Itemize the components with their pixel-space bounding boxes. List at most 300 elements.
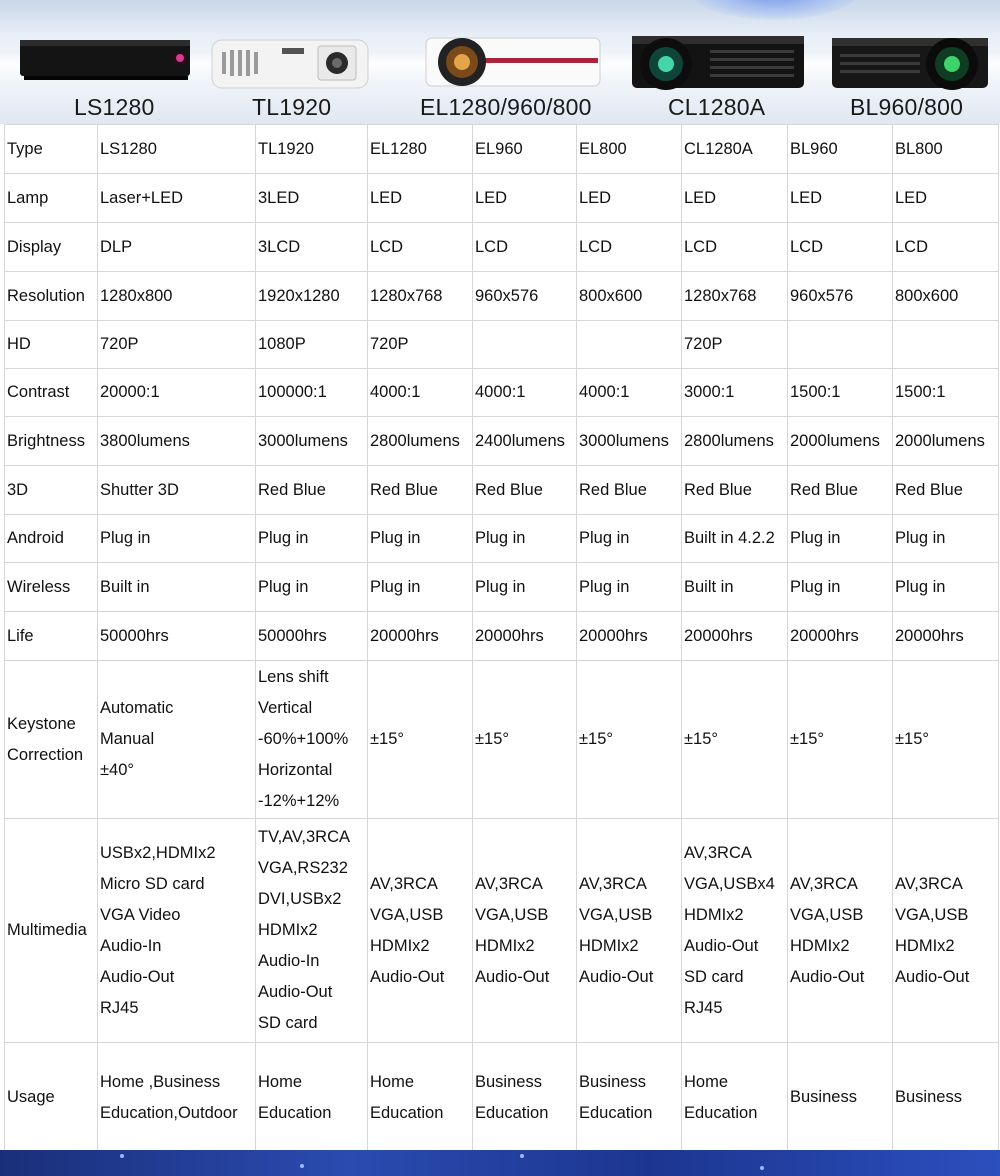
table-cell — [256, 417, 368, 466]
cell-line: 720P — [684, 335, 723, 353]
table-cell — [256, 1043, 368, 1153]
row-label — [5, 417, 98, 466]
table-cell — [368, 272, 473, 321]
table-cell — [473, 563, 577, 612]
cell-line: 720P — [370, 335, 409, 353]
cell-line: 20000:1 — [100, 383, 160, 401]
cell-line: LCD — [475, 237, 509, 256]
table-cell — [256, 174, 368, 223]
table-cell — [893, 369, 999, 417]
table-cell — [98, 321, 256, 369]
cell-line: LCD — [684, 237, 718, 256]
cell-line: LCD — [370, 237, 404, 256]
table-cell — [893, 321, 999, 369]
row-label-line: Correction — [7, 745, 84, 764]
cell-line: 1280x800 — [100, 286, 173, 305]
cell-line: VGA Video — [100, 905, 181, 924]
table-cell — [98, 515, 256, 563]
table-cell — [577, 417, 682, 466]
cell-line: HDMIx2 — [684, 905, 744, 924]
cell-line: 3800lumens — [100, 431, 190, 450]
table-cell — [98, 223, 256, 272]
cell-line: 3LCD — [258, 237, 301, 256]
cell-line: 3000:1 — [684, 383, 735, 401]
table-cell — [368, 1043, 473, 1153]
cell-line: Audio-Out — [579, 967, 654, 986]
cell-line: Education — [258, 1103, 332, 1122]
cell-line: 20000hrs — [579, 626, 648, 645]
row-label — [5, 272, 98, 321]
table-cell — [577, 174, 682, 223]
table-cell — [577, 515, 682, 563]
cell-line: Plug in — [258, 577, 309, 596]
cell-line: Home — [370, 1072, 415, 1091]
table-cell — [577, 661, 682, 819]
cell-line: Education — [370, 1103, 444, 1122]
table-cell — [256, 515, 368, 563]
table-row — [5, 369, 999, 417]
table-cell — [98, 1043, 256, 1153]
table-cell — [473, 661, 577, 819]
table-cell — [368, 174, 473, 223]
row-label-line: Multimedia — [7, 921, 87, 939]
cell-line: Horizontal — [258, 761, 333, 779]
cell-line: 1080P — [258, 335, 306, 353]
row-label — [5, 515, 98, 563]
table-cell — [577, 563, 682, 612]
table-cell — [368, 661, 473, 819]
cell-line: 1500:1 — [790, 383, 841, 401]
cell-line: Audio-Out — [100, 967, 175, 986]
table-cell — [256, 612, 368, 661]
cell-line: Audio-Out — [258, 983, 333, 1001]
cell-line: 4000:1 — [475, 383, 526, 401]
table-cell — [473, 369, 577, 417]
row-label — [5, 174, 98, 223]
table-cell — [788, 563, 893, 612]
cell-line: 50000hrs — [100, 626, 169, 645]
cell-line: Shutter 3D — [100, 480, 179, 499]
cell-line: Business — [895, 1088, 962, 1106]
cell-line: 720P — [100, 335, 139, 353]
projector-cl1280a-image — [630, 30, 806, 94]
cell-line: Education — [684, 1103, 758, 1122]
cell-line: AV,3RCA — [370, 874, 438, 893]
cell-line: VGA,USB — [370, 905, 444, 924]
table-cell — [577, 272, 682, 321]
cell-line: Home — [684, 1072, 729, 1091]
table-cell — [368, 819, 473, 1043]
cell-line: ±15° — [684, 730, 719, 748]
table-cell — [682, 515, 788, 563]
table-cell — [893, 174, 999, 223]
projector-el-image — [424, 34, 602, 92]
table-row — [5, 819, 999, 1043]
cell-line: Lens shift — [258, 668, 329, 686]
cell-line: SD card — [258, 1014, 318, 1032]
table-cell — [98, 612, 256, 661]
table-cell — [98, 661, 256, 819]
row-label — [5, 612, 98, 661]
cell-line: 4000:1 — [370, 383, 421, 401]
table-cell — [788, 369, 893, 417]
cell-line: Audio-Out — [370, 967, 445, 986]
cell-line: 20000hrs — [370, 626, 439, 645]
table-header-row — [5, 125, 999, 174]
table-cell — [577, 466, 682, 515]
table-cell — [577, 321, 682, 369]
cell-line: Home ,Business — [100, 1072, 221, 1091]
cell-line: LED — [790, 188, 823, 207]
table-cell — [256, 321, 368, 369]
table-cell — [788, 515, 893, 563]
footer-strip — [0, 1150, 1000, 1176]
table-cell — [368, 321, 473, 369]
model-label-bl: BL960/800 — [850, 94, 964, 120]
table-cell — [98, 272, 256, 321]
table-cell — [682, 661, 788, 819]
cell-line: Education — [475, 1103, 549, 1122]
table-cell — [368, 369, 473, 417]
cell-line: Audio-Out — [684, 936, 759, 955]
cell-line: Plug in — [370, 577, 421, 596]
table-row — [5, 223, 999, 272]
table-cell — [788, 661, 893, 819]
table-cell — [256, 466, 368, 515]
row-label-line: HD — [7, 335, 31, 353]
row-label-line: Brightness — [7, 431, 85, 450]
cell-line: Manual — [100, 730, 155, 748]
cell-line: RJ45 — [684, 998, 723, 1017]
cell-line: Plug in — [579, 577, 630, 596]
table-cell — [893, 612, 999, 661]
table-cell — [98, 174, 256, 223]
cell-line: 20000hrs — [684, 626, 753, 645]
table-cell — [473, 515, 577, 563]
table-cell — [368, 417, 473, 466]
cell-line: Business — [475, 1072, 542, 1091]
table-cell — [893, 272, 999, 321]
cell-line: Plug in — [258, 529, 309, 547]
cell-line: -60%+100% — [258, 730, 349, 748]
cell-line: 50000hrs — [258, 626, 327, 645]
table-cell — [368, 563, 473, 612]
cell-line: Plug in — [790, 529, 841, 547]
cell-line: VGA,USB — [895, 905, 969, 924]
cell-line: 3000lumens — [258, 431, 348, 450]
model-label-ls1280: LS1280 — [74, 94, 155, 120]
cell-line: 1280x768 — [370, 286, 443, 305]
row-label — [5, 819, 98, 1043]
table-cell — [788, 819, 893, 1043]
table-row — [5, 272, 999, 321]
table-cell — [473, 223, 577, 272]
row-label — [5, 369, 98, 417]
cell-line: ±15° — [579, 730, 614, 748]
table-cell — [788, 1043, 893, 1153]
cell-line: HDMIx2 — [895, 936, 955, 955]
table-row — [5, 174, 999, 223]
table-cell — [788, 174, 893, 223]
row-label-line: Keystone — [7, 714, 76, 733]
table-cell — [473, 466, 577, 515]
cell-line: 20000hrs — [475, 626, 544, 645]
table-row — [5, 321, 999, 369]
cell-line: 800x600 — [579, 286, 643, 305]
cell-line: VGA,USBx4 — [684, 874, 775, 893]
cell-line: 2000lumens — [895, 431, 985, 450]
table-cell — [473, 272, 577, 321]
table-cell — [577, 612, 682, 661]
cell-line: 2800lumens — [684, 431, 774, 450]
table-row — [5, 563, 999, 612]
table-cell — [98, 466, 256, 515]
table-cell — [368, 223, 473, 272]
cell-line: 800x600 — [895, 286, 959, 305]
table-cell — [682, 819, 788, 1043]
cell-line: Micro SD card — [100, 874, 205, 893]
cell-line: Plug in — [895, 577, 946, 596]
cell-line: VGA,USB — [790, 905, 864, 924]
cell-line: Built in — [100, 577, 150, 596]
model-label-cl1280a: CL1280A — [668, 94, 766, 120]
cell-line: 1280x768 — [684, 286, 757, 305]
row-label: Type — [5, 125, 98, 174]
cell-line: Laser+LED — [100, 188, 184, 207]
cell-line: Plug in — [100, 529, 151, 547]
cell-line: VGA,USB — [475, 905, 549, 924]
table-row — [5, 466, 999, 515]
table-row — [5, 515, 999, 563]
row-label-line: Wireless — [7, 577, 71, 596]
cell-line: Business — [790, 1088, 857, 1106]
cell-line: Red Blue — [684, 480, 752, 499]
table-cell — [893, 819, 999, 1043]
table-cell — [473, 417, 577, 466]
table-cell — [893, 515, 999, 563]
table-cell — [893, 223, 999, 272]
row-label-line: 3D — [7, 480, 29, 499]
cell-line: Audio-In — [258, 952, 320, 970]
cell-line: ±40° — [100, 761, 135, 779]
table-row — [5, 612, 999, 661]
cell-line: Plug in — [579, 529, 630, 547]
cell-line: ±15° — [895, 730, 930, 748]
table-cell — [473, 819, 577, 1043]
table-cell — [682, 174, 788, 223]
model-label-tl1920: TL1920 — [252, 94, 332, 120]
cell-line: SD card — [684, 967, 744, 986]
cell-line: 1500:1 — [895, 383, 946, 401]
row-label — [5, 223, 98, 272]
cell-line: 1920x1280 — [258, 286, 340, 305]
cell-line: TV,AV,3RCA — [258, 828, 351, 846]
table-cell — [893, 466, 999, 515]
cell-line: 960x576 — [790, 286, 854, 305]
cell-line: AV,3RCA — [684, 843, 752, 862]
cell-line: Education,Outdoor — [100, 1103, 238, 1122]
cell-line: Home — [258, 1072, 303, 1091]
cell-line: RJ45 — [100, 998, 139, 1017]
table-cell — [368, 466, 473, 515]
cell-line: ±15° — [370, 730, 405, 748]
row-label-line: Android — [7, 529, 64, 547]
table-cell — [788, 466, 893, 515]
spec-table — [4, 124, 999, 1153]
cell-line: Plug in — [475, 577, 526, 596]
column-header: EL1280 — [368, 125, 473, 174]
table-cell — [682, 369, 788, 417]
projector-tl1920-image — [210, 34, 370, 94]
table-cell — [682, 417, 788, 466]
column-header: EL800 — [577, 125, 682, 174]
table-cell — [368, 612, 473, 661]
cell-line: Audio-Out — [790, 967, 865, 986]
table-cell — [256, 272, 368, 321]
cell-line: Audio-Out — [475, 967, 550, 986]
table-cell — [788, 417, 893, 466]
cell-line: USBx2,HDMIx2 — [100, 843, 216, 862]
table-row — [5, 661, 999, 819]
cell-line: HDMIx2 — [370, 936, 430, 955]
row-label — [5, 466, 98, 515]
cell-line: Automatic — [100, 699, 174, 717]
model-label-el: EL1280/960/800 — [420, 94, 592, 120]
projector-ls1280-image — [18, 36, 194, 84]
cell-line: Education — [579, 1103, 653, 1122]
cell-line: Audio-In — [100, 936, 162, 955]
cell-line: Red Blue — [790, 480, 858, 499]
cell-line: Built in 4.2.2 — [684, 529, 775, 547]
table-cell — [893, 563, 999, 612]
cell-line: 3000lumens — [579, 431, 669, 450]
table-cell — [473, 321, 577, 369]
cell-line: Built in — [684, 577, 734, 596]
cell-line: 100000:1 — [258, 383, 327, 401]
table-cell — [893, 417, 999, 466]
cell-line: HDMIx2 — [579, 936, 639, 955]
column-header: TL1920 — [256, 125, 368, 174]
cell-line: AV,3RCA — [790, 874, 858, 893]
cell-line: 20000hrs — [790, 626, 859, 645]
table-cell — [98, 819, 256, 1043]
cell-line: LCD — [895, 237, 929, 256]
table-cell — [788, 223, 893, 272]
cell-line: LED — [895, 188, 928, 207]
cell-line: LED — [475, 188, 508, 207]
banner-glow — [690, 0, 860, 20]
table-cell — [788, 272, 893, 321]
cell-line: Red Blue — [475, 480, 543, 499]
cell-line: Plug in — [790, 577, 841, 596]
row-label-line: Resolution — [7, 286, 85, 305]
table-row — [5, 1043, 999, 1153]
cell-line: LCD — [579, 237, 613, 256]
row-label — [5, 661, 98, 819]
table-cell — [682, 466, 788, 515]
cell-line: Red Blue — [258, 480, 326, 499]
column-header: CL1280A — [682, 125, 788, 174]
cell-line: Plug in — [895, 529, 946, 547]
cell-line: 2000lumens — [790, 431, 880, 450]
table-cell — [98, 417, 256, 466]
table-row — [5, 417, 999, 466]
table-cell — [577, 1043, 682, 1153]
column-header: BL800 — [893, 125, 999, 174]
cell-line: HDMIx2 — [475, 936, 535, 955]
table-cell — [256, 563, 368, 612]
cell-line: AV,3RCA — [895, 874, 963, 893]
row-label — [5, 563, 98, 612]
table-cell — [577, 819, 682, 1043]
table-cell — [577, 223, 682, 272]
table-cell — [473, 1043, 577, 1153]
table-cell — [893, 1043, 999, 1153]
cell-line: AV,3RCA — [475, 874, 543, 893]
cell-line: HDMIx2 — [258, 921, 318, 939]
cell-line: HDMIx2 — [790, 936, 850, 955]
table-cell — [256, 369, 368, 417]
cell-line: 2400lumens — [475, 431, 565, 450]
table-cell — [788, 612, 893, 661]
projector-bl-image — [830, 32, 990, 94]
table-cell — [98, 369, 256, 417]
cell-line: Plug in — [475, 529, 526, 547]
table-cell — [256, 223, 368, 272]
table-cell — [893, 661, 999, 819]
table-cell — [473, 612, 577, 661]
row-label — [5, 1043, 98, 1153]
table-cell — [682, 612, 788, 661]
column-header: BL960 — [788, 125, 893, 174]
cell-line: AV,3RCA — [579, 874, 647, 893]
table-cell — [682, 563, 788, 612]
table-cell — [98, 563, 256, 612]
cell-line: Business — [579, 1072, 646, 1091]
table-cell — [682, 321, 788, 369]
table-cell — [682, 272, 788, 321]
row-label-line: Usage — [7, 1088, 55, 1106]
cell-line: 3LED — [258, 188, 300, 207]
cell-line: VGA,USB — [579, 905, 653, 924]
cell-line: DLP — [100, 237, 133, 256]
cell-line: ±15° — [790, 730, 825, 748]
table-cell — [682, 1043, 788, 1153]
cell-line: ±15° — [475, 730, 510, 748]
table-cell — [256, 661, 368, 819]
cell-line: VGA,RS232 — [258, 859, 348, 877]
row-label-line: Life — [7, 626, 34, 645]
cell-line: Red Blue — [579, 480, 647, 499]
row-label — [5, 321, 98, 369]
cell-line: Plug in — [370, 529, 421, 547]
header-banner — [0, 0, 1000, 124]
cell-line: 4000:1 — [579, 383, 630, 401]
table-cell — [788, 321, 893, 369]
table-cell — [368, 515, 473, 563]
cell-line: LED — [579, 188, 612, 207]
row-label-line: Contrast — [7, 383, 70, 401]
row-label-line: Lamp — [7, 188, 49, 207]
cell-line: 960x576 — [475, 286, 539, 305]
cell-line: Vertical — [258, 699, 313, 717]
table-cell — [682, 223, 788, 272]
cell-line: Red Blue — [370, 480, 438, 499]
cell-line: 20000hrs — [895, 626, 964, 645]
table-cell — [577, 369, 682, 417]
row-label-line: Display — [7, 237, 62, 256]
cell-line: Audio-Out — [895, 967, 970, 986]
